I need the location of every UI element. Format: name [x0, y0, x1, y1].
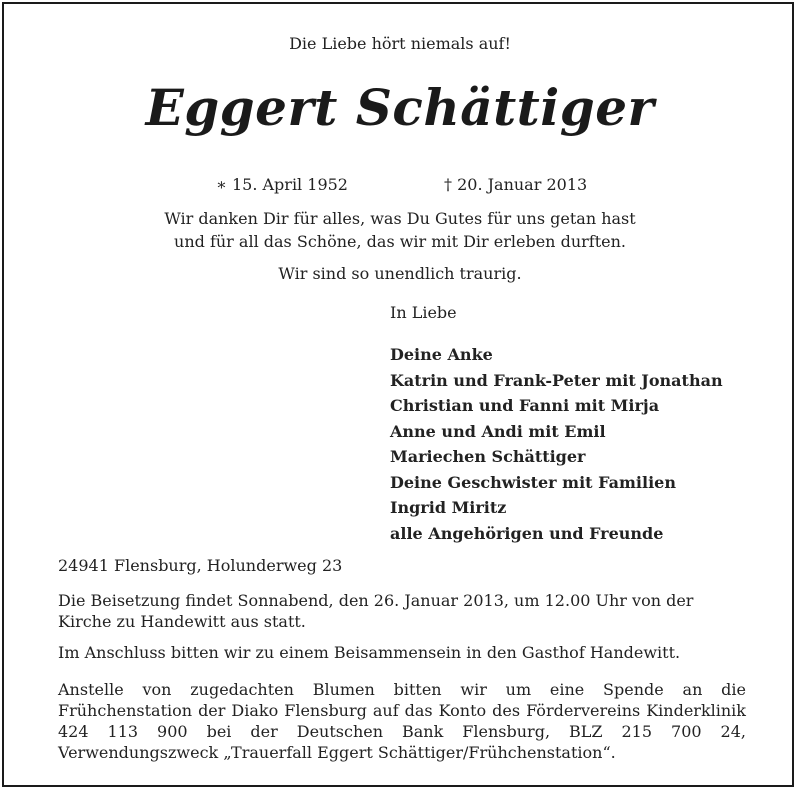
mourner: Katrin und Frank-Peter mit Jonathan: [390, 370, 723, 390]
thanks-text: [0, 207, 800, 253]
mourners-list: [390, 342, 723, 546]
mourner: alle Angehörigen und Freunde: [390, 523, 664, 543]
address: 24941 Flensburg, Holunderweg 23: [58, 556, 343, 575]
mourner: Christian und Fanni mit Mirja: [390, 396, 660, 415]
thanks-line: und für all das Schöne, das wir mit Dir erleben durften.: [174, 232, 626, 251]
birth-date: ∗ 15. April 1952: [216, 175, 348, 194]
mourner: Deine Geschwister mit Familien: [390, 472, 676, 492]
mourner: Anne und Andi mit Emil: [390, 421, 606, 441]
death-date: † 20. Januar 2013: [444, 175, 588, 194]
deceased-name: Eggert Schättiger: [145, 78, 655, 137]
mourner: Deine Anke: [390, 345, 493, 364]
in-love-label: In Liebe: [390, 303, 457, 322]
mourning-line: Wir sind so unendlich traurig.: [278, 264, 522, 283]
funeral-info: Die Beisetzung findet Sonnabend, den 26. Januar 2013, um 12.00 Uhr von der Kirche zu Handewitt aus statt.: [58, 591, 694, 631]
mourner: Mariechen Schättiger: [390, 447, 586, 466]
thanks-line: Wir danken Dir für alles, was Du Gutes für uns getan hast: [164, 209, 636, 228]
mourner: Ingrid Miritz: [390, 498, 507, 517]
donation-info: Anstelle von zugedachten Blumen bitten wir um eine Spende an die Frühchenstation der Diako Flensburg auf das Konto des Fördervereins Kinderklinik 424 113 900 bei der Deutschen Bank Flensburg, BLZ 215 700 24, Verwendungszweck „Trauerfall Eggert Schättiger/Frühchenstation“.: [58, 680, 746, 762]
motto: Die Liebe hört niemals auf!: [289, 34, 511, 53]
gathering-info: Im Anschluss bitten wir zu einem Beisammensein in den Gasthof Handewitt.: [58, 643, 681, 662]
